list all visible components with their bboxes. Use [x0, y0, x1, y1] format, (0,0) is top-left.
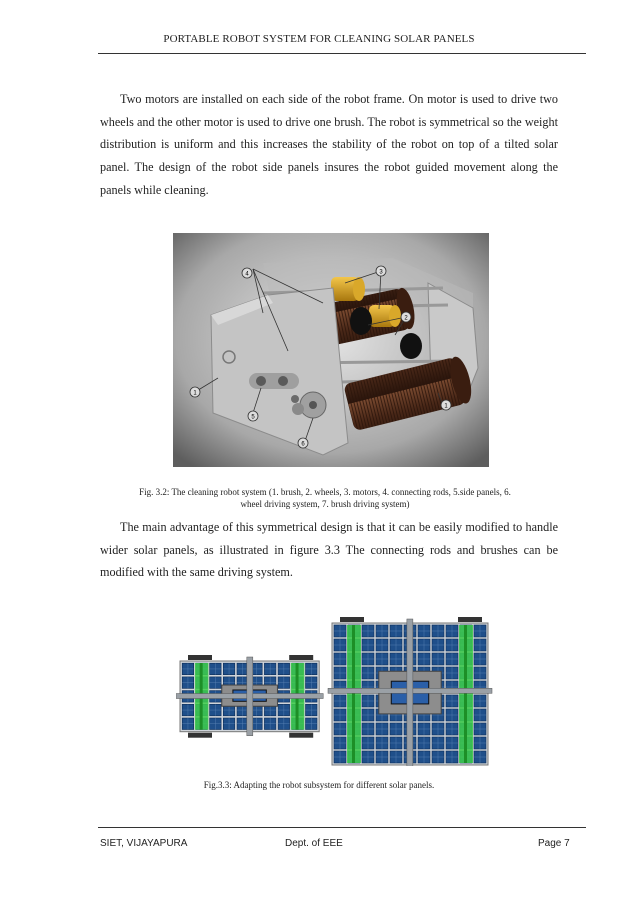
- callout-2: 2: [404, 315, 408, 322]
- callout-3: 3: [379, 269, 383, 276]
- header-divider: [98, 53, 586, 54]
- figure-solar-panel-adaptation: [176, 603, 508, 766]
- callout-5: 5: [251, 414, 255, 421]
- paragraph-robot-motors: [100, 88, 558, 202]
- figure-3-2-caption-line2: wheel driving system, 7. brush driving system): [240, 499, 410, 509]
- footer-page-number: Page 7: [538, 838, 570, 849]
- solar-panel-large: [328, 617, 492, 766]
- paragraph-robot-motors-text: Two motors are installed on each side of the robot frame. On motor is used to drive two wheels and the other motor is used to drive one brush. The robot is symmetrical so the weight distribution is uniform and this increases the stability of the robot on top of a tilted solar panel. The design of the robot side panels insures the robot guided movement along the panels while cleaning.: [100, 92, 558, 197]
- callout-6: 6: [301, 441, 305, 448]
- figure-3-2-caption-line1: Fig. 3.2: The cleaning robot system (1. brush, 2. wheels, 3. motors, 4. connecting rods, 5.side panels, 6.: [139, 487, 511, 497]
- figure-3-3-caption: Fig.3.3: Adapting the robot subsystem for different solar panels.: [203, 780, 435, 790]
- figure-cleaning-robot: [173, 233, 489, 467]
- solar-panel-diagram: [176, 603, 508, 766]
- callout-1: 1: [444, 403, 448, 410]
- callout-4: 4: [245, 271, 249, 278]
- page-header-title: PORTABLE ROBOT SYSTEM FOR CLEANING SOLAR PANELS: [163, 33, 475, 45]
- callout-1-left: 1: [193, 390, 197, 397]
- robot-render-image: [173, 233, 489, 467]
- footer-institution: SIET, VIJAYAPURA: [100, 838, 188, 849]
- figure-3-2-caption: [90, 486, 560, 510]
- solar-panel-small: [176, 655, 323, 738]
- paragraph-symmetrical-design: [100, 516, 558, 584]
- footer-divider: [98, 827, 586, 828]
- footer-department: Dept. of EEE: [285, 838, 343, 849]
- paragraph-symmetrical-design-text: The main advantage of this symmetrical design is that it can be easily modified to handle wider solar panels, as illustrated in figure 3.3 The connecting rods and brushes can be modified with the same driving system.: [100, 520, 558, 580]
